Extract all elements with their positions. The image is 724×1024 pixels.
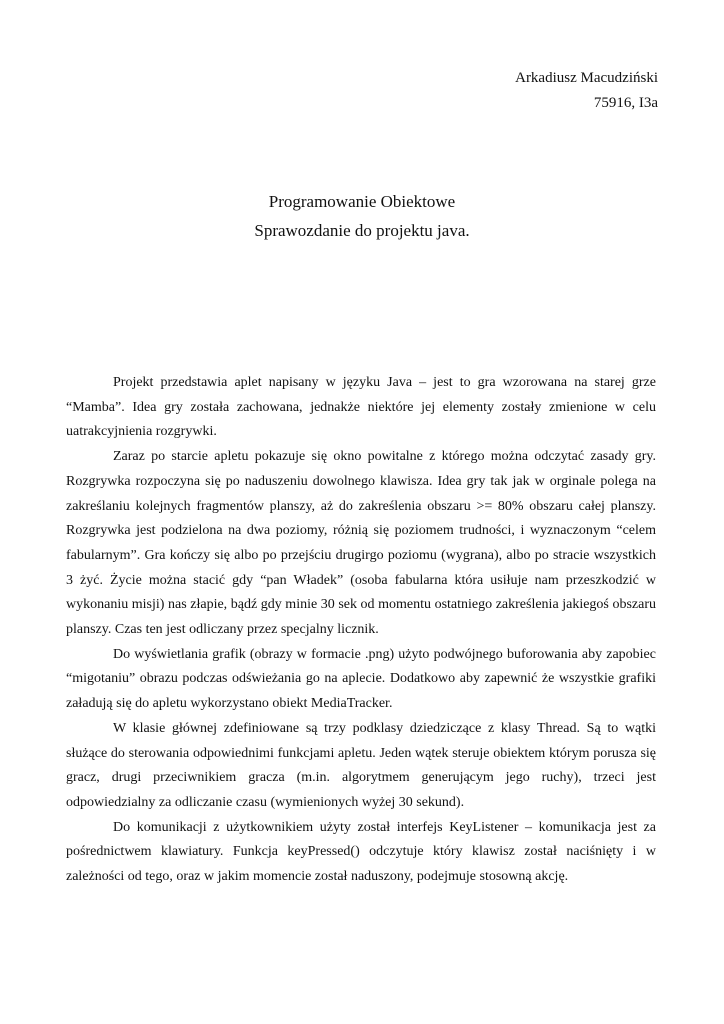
student-id: 75916, I3a	[593, 95, 658, 111]
title-block	[0, 187, 724, 245]
paragraph-input: Do komunikacji z użytkownikiem użyty został interfejs KeyListener – komunikacja jest za pośrednictwem klawiatury. Funkcja keyPressed() odczytuje który klawisz został naciśnięty i w zależności od tego, oraz w jakim momencie został naduszony, podejmuje stosowną akcję.	[66, 819, 656, 885]
report-body	[66, 371, 656, 890]
paragraph-threads: W klasie głównej zdefiniowane są trzy podklasy dziedziczące z klasy Thread. Są to wątki służące do sterowania odpowiednimi funkcjami apletu. Jeden wątek steruje obiektem którym porusza się gracz, drugi przeciwnikiem gracza (m.in. algorytmem generującym jego ruchy), trzeci jest odpowiedzialny za odliczanie czasu (wymienionych wyżej 30 sekund).	[66, 720, 656, 810]
author-block	[515, 66, 658, 116]
report-subtitle: Sprawozdanie do projektu java.	[254, 221, 470, 240]
paragraph-gameplay: Zaraz po starcie apletu pokazuje się okno powitalne z którego można odczytać zasady gry. Rozgrywka rozpoczyna się po naduszeniu dowolnego klawisza. Idea gry tak jak w orginale polega na zakreślaniu kolejnych fragmentów planszy, aż do zakreślenia obszaru >= 80% obszaru całej planszy. Rozgrywka jest podzielona na dwa poziomy, różnią się poziomem trudności, i wyznaczonym “celem fabularnym”. Gra kończy się albo po przejściu drugirgo poziomu (wygrana), albo po stracie wszystkich 3 żyć. Życie można stacić gdy “pan Władek” (osoba fabularna która usiłuje nam przeszkodzić w wykonaniu misji) nas złapie, bądź gdy minie 30 sek od momentu ostatniego zakreślenia jakiegoś obszaru planszy. Czas ten jest odliczany przez specjalny licznik.	[66, 449, 656, 638]
course-title: Programowanie Obiektowe	[268, 192, 456, 211]
paragraph-graphics: Do wyświetlania grafik (obrazy w formacie .png) użyto podwójnego buforowania aby zapobiec “migotaniu” obrazu podczas odświeżania go na aplecie. Dodatkowo aby zapewnić że wszystkie grafiki załadują się do apletu wykorzystano obiekt MediaTracker.	[66, 646, 656, 712]
paragraph-intro: Projekt przedstawia aplet napisany w języku Java – jest to gra wzorowana na starej grze “Mamba”. Idea gry została zachowana, jednakże niektóre jej elementy zostały zmienione w celu uatrakcyjnienia rozgrywki.	[66, 375, 656, 440]
author-name: Arkadiusz Macudziński	[515, 70, 658, 86]
